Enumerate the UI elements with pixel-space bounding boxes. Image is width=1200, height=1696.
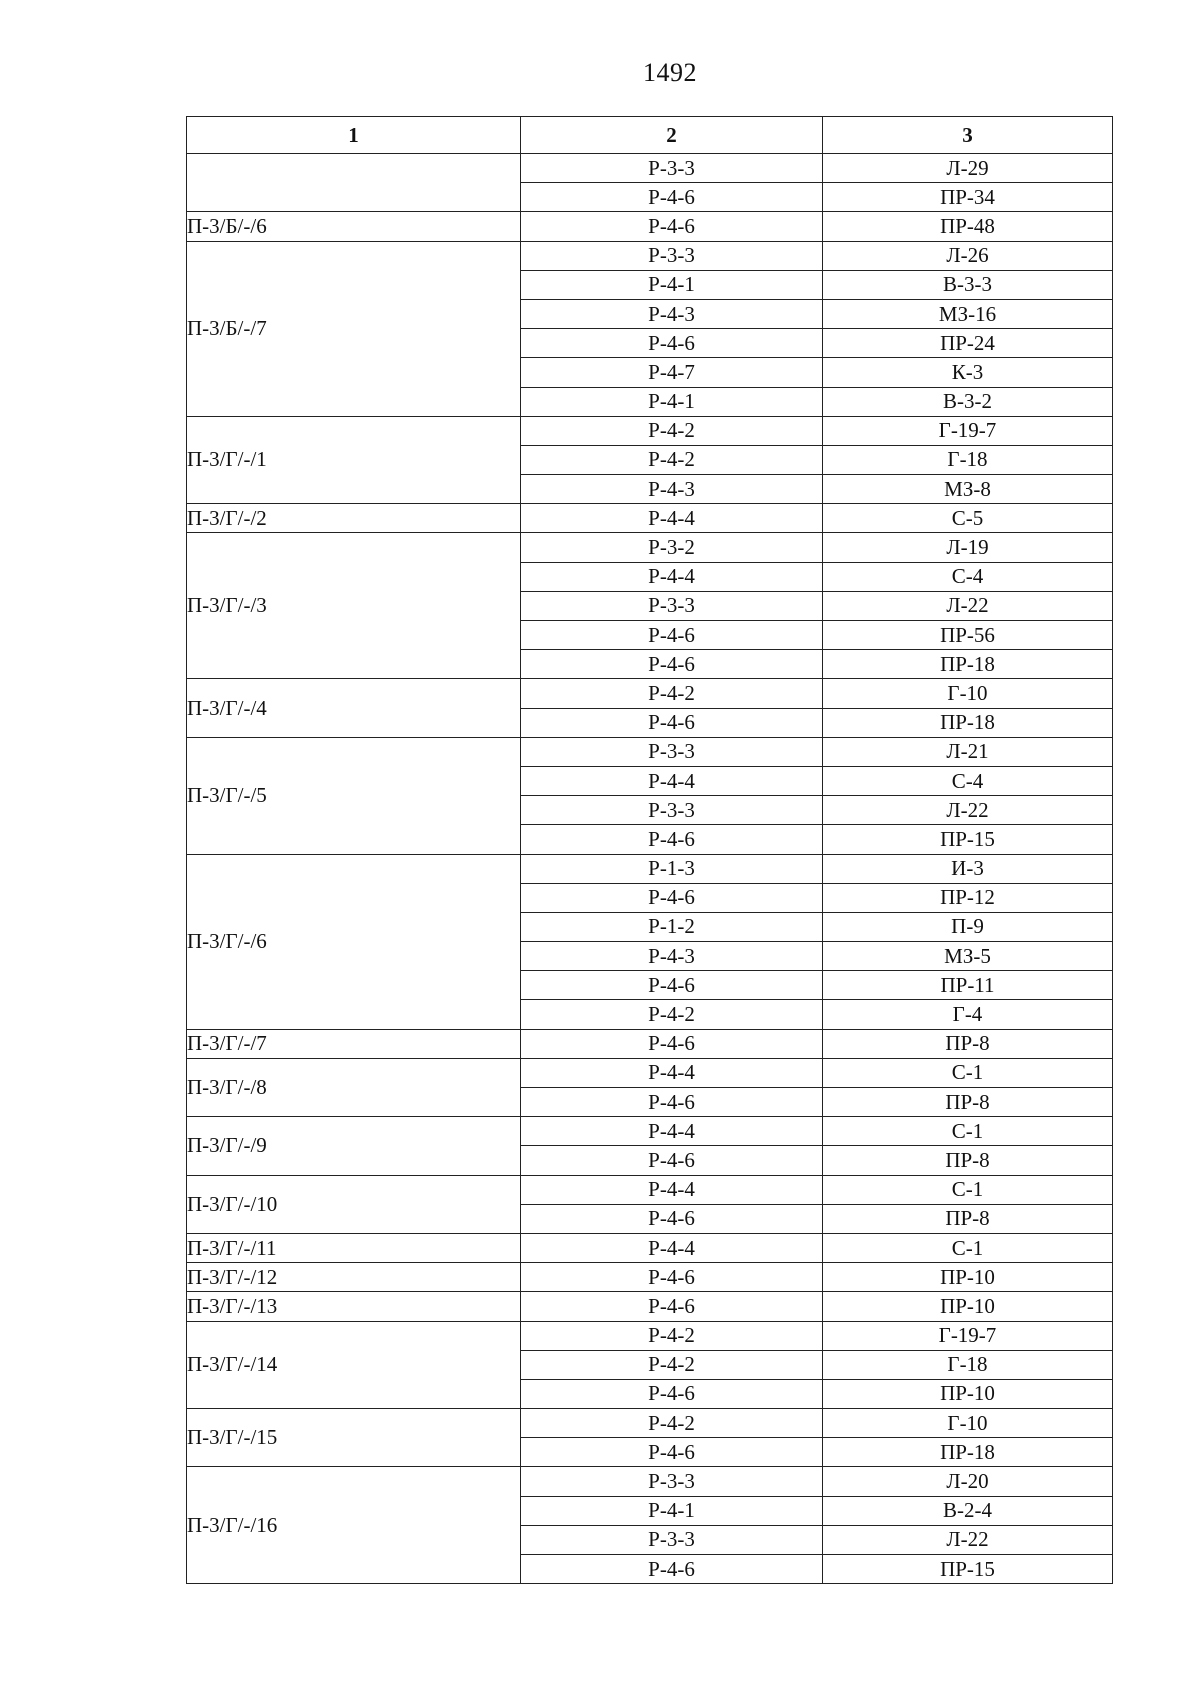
column-3-cell: Л-29 [823,154,1113,183]
column-3-cell: С-1 [823,1117,1113,1146]
column-3-cell: ПР-8 [823,1204,1113,1233]
table-row [187,533,1113,562]
column-header-2: 2 [521,117,823,154]
column-2-cell: Р-4-2 [521,1350,823,1379]
column-3-cell: Л-21 [823,737,1113,766]
column-2-cell: Р-3-3 [521,796,823,825]
column-3-cell: Г-19-7 [823,416,1113,445]
column-2-cell: Р-4-6 [521,329,823,358]
column-2-cell: Р-3-3 [521,737,823,766]
header-row [187,117,1113,154]
column-2-cell: Р-4-4 [521,562,823,591]
table-row [187,737,1113,766]
column-3-cell: И-3 [823,854,1113,883]
column-3-cell: С-1 [823,1058,1113,1087]
column-2-cell: Р-3-2 [521,533,823,562]
table-row [187,1292,1113,1321]
column-3-cell: МЗ-5 [823,942,1113,971]
column-2-cell: Р-4-2 [521,1000,823,1029]
column-3-cell: Г-4 [823,1000,1113,1029]
table-row [187,1409,1113,1438]
column-3-cell: П-9 [823,912,1113,941]
column-2-cell: Р-4-6 [521,621,823,650]
column-2-cell: Р-4-1 [521,1496,823,1525]
column-2-cell: Р-4-6 [521,1263,823,1292]
column-3-cell: С-4 [823,562,1113,591]
column-2-cell: Р-4-4 [521,1233,823,1262]
column-3-cell: Г-19-7 [823,1321,1113,1350]
group-label-cell: П-3/Г/-/5 [187,737,521,854]
column-3-cell: ПР-10 [823,1292,1113,1321]
column-3-cell: С-4 [823,766,1113,795]
column-2-cell: Р-4-2 [521,445,823,474]
group-label-cell: П-3/Г/-/3 [187,533,521,679]
table-row [187,1175,1113,1204]
column-3-cell: ПР-12 [823,883,1113,912]
data-table [186,116,1113,1584]
column-2-cell: Р-3-3 [521,1467,823,1496]
table-row [187,1117,1113,1146]
group-label-cell: П-3/Г/-/12 [187,1263,521,1292]
column-3-cell: В-3-2 [823,387,1113,416]
column-3-cell: К-3 [823,358,1113,387]
column-header-3: 3 [823,117,1113,154]
column-3-cell: ПР-18 [823,650,1113,679]
column-2-cell: Р-4-6 [521,971,823,1000]
group-label-cell: П-3/Г/-/11 [187,1233,521,1262]
column-3-cell: ПР-8 [823,1088,1113,1117]
column-3-cell: Г-18 [823,445,1113,474]
column-3-cell: ПР-10 [823,1263,1113,1292]
column-2-cell: Р-4-2 [521,679,823,708]
column-3-cell: Г-10 [823,679,1113,708]
column-3-cell: Л-19 [823,533,1113,562]
table-row [187,504,1113,533]
column-3-cell: В-3-3 [823,270,1113,299]
column-2-cell: Р-4-4 [521,1117,823,1146]
table-row [187,212,1113,241]
column-2-cell: Р-3-3 [521,241,823,270]
table-row [187,241,1113,270]
column-2-cell: Р-4-4 [521,1175,823,1204]
column-header-1: 1 [187,117,521,154]
group-label-cell: П-3/Г/-/6 [187,854,521,1029]
column-3-cell: С-5 [823,504,1113,533]
column-3-cell: ПР-34 [823,183,1113,212]
column-2-cell: Р-4-6 [521,650,823,679]
column-2-cell: Р-4-7 [521,358,823,387]
column-2-cell: Р-4-2 [521,416,823,445]
table-row [187,679,1113,708]
column-2-cell: Р-4-6 [521,212,823,241]
column-2-cell: Р-1-3 [521,854,823,883]
page-number: 1492 [643,58,697,87]
column-3-cell: ПР-11 [823,971,1113,1000]
table-row [187,1233,1113,1262]
table-row [187,1263,1113,1292]
column-2-cell: Р-4-2 [521,1321,823,1350]
column-2-cell: Р-4-4 [521,1058,823,1087]
column-2-cell: Р-4-4 [521,504,823,533]
column-2-cell: Р-1-2 [521,912,823,941]
column-3-cell: Л-26 [823,241,1113,270]
group-label-cell [187,154,521,212]
column-2-cell: Р-4-4 [521,766,823,795]
column-2-cell: Р-4-6 [521,1029,823,1058]
column-2-cell: Р-4-6 [521,1204,823,1233]
column-3-cell: Г-18 [823,1350,1113,1379]
column-3-cell: ПР-24 [823,329,1113,358]
column-2-cell: Р-3-3 [521,1525,823,1554]
table-row [187,416,1113,445]
column-3-cell: Л-22 [823,796,1113,825]
column-2-cell: Р-4-1 [521,387,823,416]
table-row [187,154,1113,183]
group-label-cell: П-3/Г/-/16 [187,1467,521,1584]
group-label-cell: П-3/Г/-/2 [187,504,521,533]
table-row [187,1058,1113,1087]
column-2-cell: Р-4-6 [521,1438,823,1467]
group-label-cell: П-3/Г/-/8 [187,1058,521,1116]
column-2-cell: Р-4-6 [521,1146,823,1175]
column-3-cell: Л-20 [823,1467,1113,1496]
column-3-cell: ПР-56 [823,621,1113,650]
column-3-cell: ПР-48 [823,212,1113,241]
group-label-cell: П-3/Г/-/10 [187,1175,521,1233]
column-3-cell: ПР-8 [823,1029,1113,1058]
column-2-cell: Р-4-6 [521,883,823,912]
table-row [187,1467,1113,1496]
group-label-cell: П-3/Б/-/7 [187,241,521,416]
column-3-cell: Г-10 [823,1409,1113,1438]
column-2-cell: Р-3-3 [521,591,823,620]
group-label-cell: П-3/Г/-/1 [187,416,521,504]
column-2-cell: Р-4-6 [521,825,823,854]
column-3-cell: Л-22 [823,591,1113,620]
column-2-cell: Р-4-6 [521,1555,823,1584]
column-3-cell: МЗ-8 [823,475,1113,504]
group-label-cell: П-3/Б/-/6 [187,212,521,241]
column-3-cell: ПР-18 [823,1438,1113,1467]
column-2-cell: Р-4-2 [521,1409,823,1438]
column-3-cell: МЗ-16 [823,299,1113,328]
column-3-cell: ПР-18 [823,708,1113,737]
column-2-cell: Р-4-6 [521,1292,823,1321]
column-2-cell: Р-4-3 [521,942,823,971]
column-2-cell: Р-4-6 [521,1379,823,1408]
table-row [187,1321,1113,1350]
column-3-cell: В-2-4 [823,1496,1113,1525]
column-3-cell: ПР-15 [823,825,1113,854]
column-2-cell: Р-4-1 [521,270,823,299]
group-label-cell: П-3/Г/-/15 [187,1409,521,1467]
column-3-cell: ПР-15 [823,1555,1113,1584]
column-3-cell: С-1 [823,1175,1113,1204]
column-2-cell: Р-4-6 [521,708,823,737]
table-row [187,1029,1113,1058]
column-2-cell: Р-4-6 [521,183,823,212]
column-2-cell: Р-4-3 [521,299,823,328]
group-label-cell: П-3/Г/-/13 [187,1292,521,1321]
table-body [187,154,1113,1584]
column-3-cell: С-1 [823,1233,1113,1262]
group-label-cell: П-3/Г/-/4 [187,679,521,737]
group-label-cell: П-3/Г/-/7 [187,1029,521,1058]
column-3-cell: ПР-8 [823,1146,1113,1175]
group-label-cell: П-3/Г/-/14 [187,1321,521,1409]
column-2-cell: Р-4-3 [521,475,823,504]
column-2-cell: Р-3-3 [521,154,823,183]
group-label-cell: П-3/Г/-/9 [187,1117,521,1175]
column-3-cell: Л-22 [823,1525,1113,1554]
column-3-cell: ПР-10 [823,1379,1113,1408]
column-2-cell: Р-4-6 [521,1088,823,1117]
table-row [187,854,1113,883]
